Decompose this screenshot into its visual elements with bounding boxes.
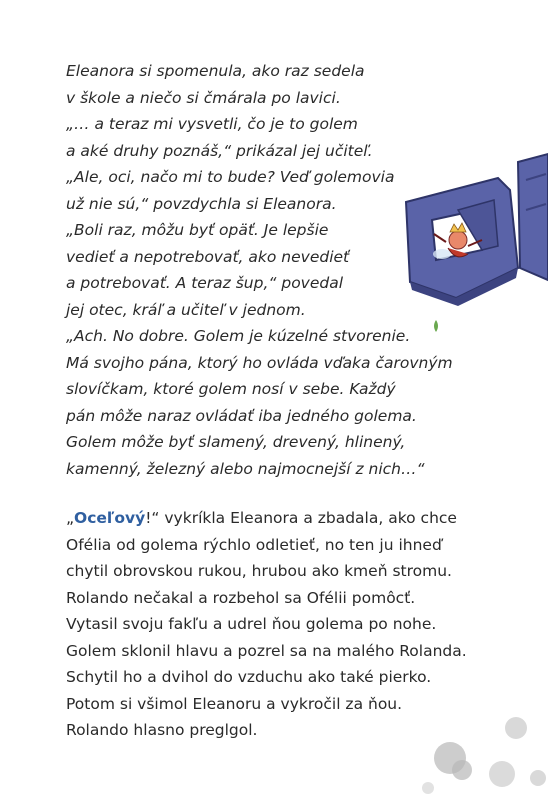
text-line: „… a teraz mi vysvetli, čo je to golem [66, 115, 358, 133]
text-line: chytil obrovskou rukou, hrubou ako kmeň stromu. [66, 562, 452, 580]
text-line: Potom si všimol Eleanoru a vykročil za ňou. [66, 694, 403, 713]
emphasized-word: Oceľový [74, 509, 146, 527]
text-line: kamenný, železný alebo najmocnejší z nich…“ [66, 459, 425, 478]
text-line-first [66, 505, 496, 532]
text-line: vedieť a nepotrebovať, ako nevedieť [66, 247, 350, 266]
text-line: slovíčkam, ktoré golem nosí v sebe. Každý [66, 380, 396, 398]
text-line: v škole a niečo si čmárala po lavici. [66, 88, 341, 107]
text-line: pán môže naraz ovládať iba jedného golema. [66, 406, 417, 425]
text-line: „Boli raz, môžu byť opäť. Je lepšie [66, 221, 329, 239]
grey-dust-smudge-icon [420, 700, 548, 800]
text-line: Má svojho pána, ktorý ho ovláda vďaka čarovným [66, 353, 453, 372]
text-line: už nie sú,“ povzdychla si Eleanora. [66, 194, 337, 213]
text-line: Ofélia od golema rýchlo odletieť, no ten ju ihneď [66, 535, 442, 554]
text-line: a potrebovať. A teraz šup,“ povedal [66, 274, 344, 292]
text-line: Rolando hlasno preglgol. [66, 721, 258, 739]
text-line: a aké druhy poznáš,“ prikázal jej učiteľ. [66, 141, 373, 160]
text-line: Golem môže byť slamený, drevený, hlinený, [66, 433, 406, 451]
text-line: „Ale, oci, načo mi to bude? Veď golemovia [66, 168, 395, 186]
text-line: Eleanora si spomenula, ako raz sedela [66, 62, 365, 80]
text-line: Rolando nečakal a rozbehol sa Ofélii pomôcť. [66, 588, 416, 607]
text-line: Schytil ho a dvihol do vzduchu ako také pierko. [66, 668, 432, 686]
iron-golem-hand-holding-fairy-icon [398, 150, 548, 340]
open-quote: „ [66, 509, 75, 527]
first-line-rest: !“ vykríkla Eleanora a zbadala, ako chce [145, 509, 457, 527]
text-line: Golem sklonil hlavu a pozrel sa na malého Rolanda. [66, 641, 467, 660]
text-line: jej otec, kráľ a učiteľ v jednom. [66, 300, 306, 319]
text-line: „Ach. No dobre. Golem je kúzelné stvorenie. [66, 327, 411, 345]
text-line: Vytasil svoju fakľu a udrel ňou golema po nohe. [66, 615, 437, 633]
